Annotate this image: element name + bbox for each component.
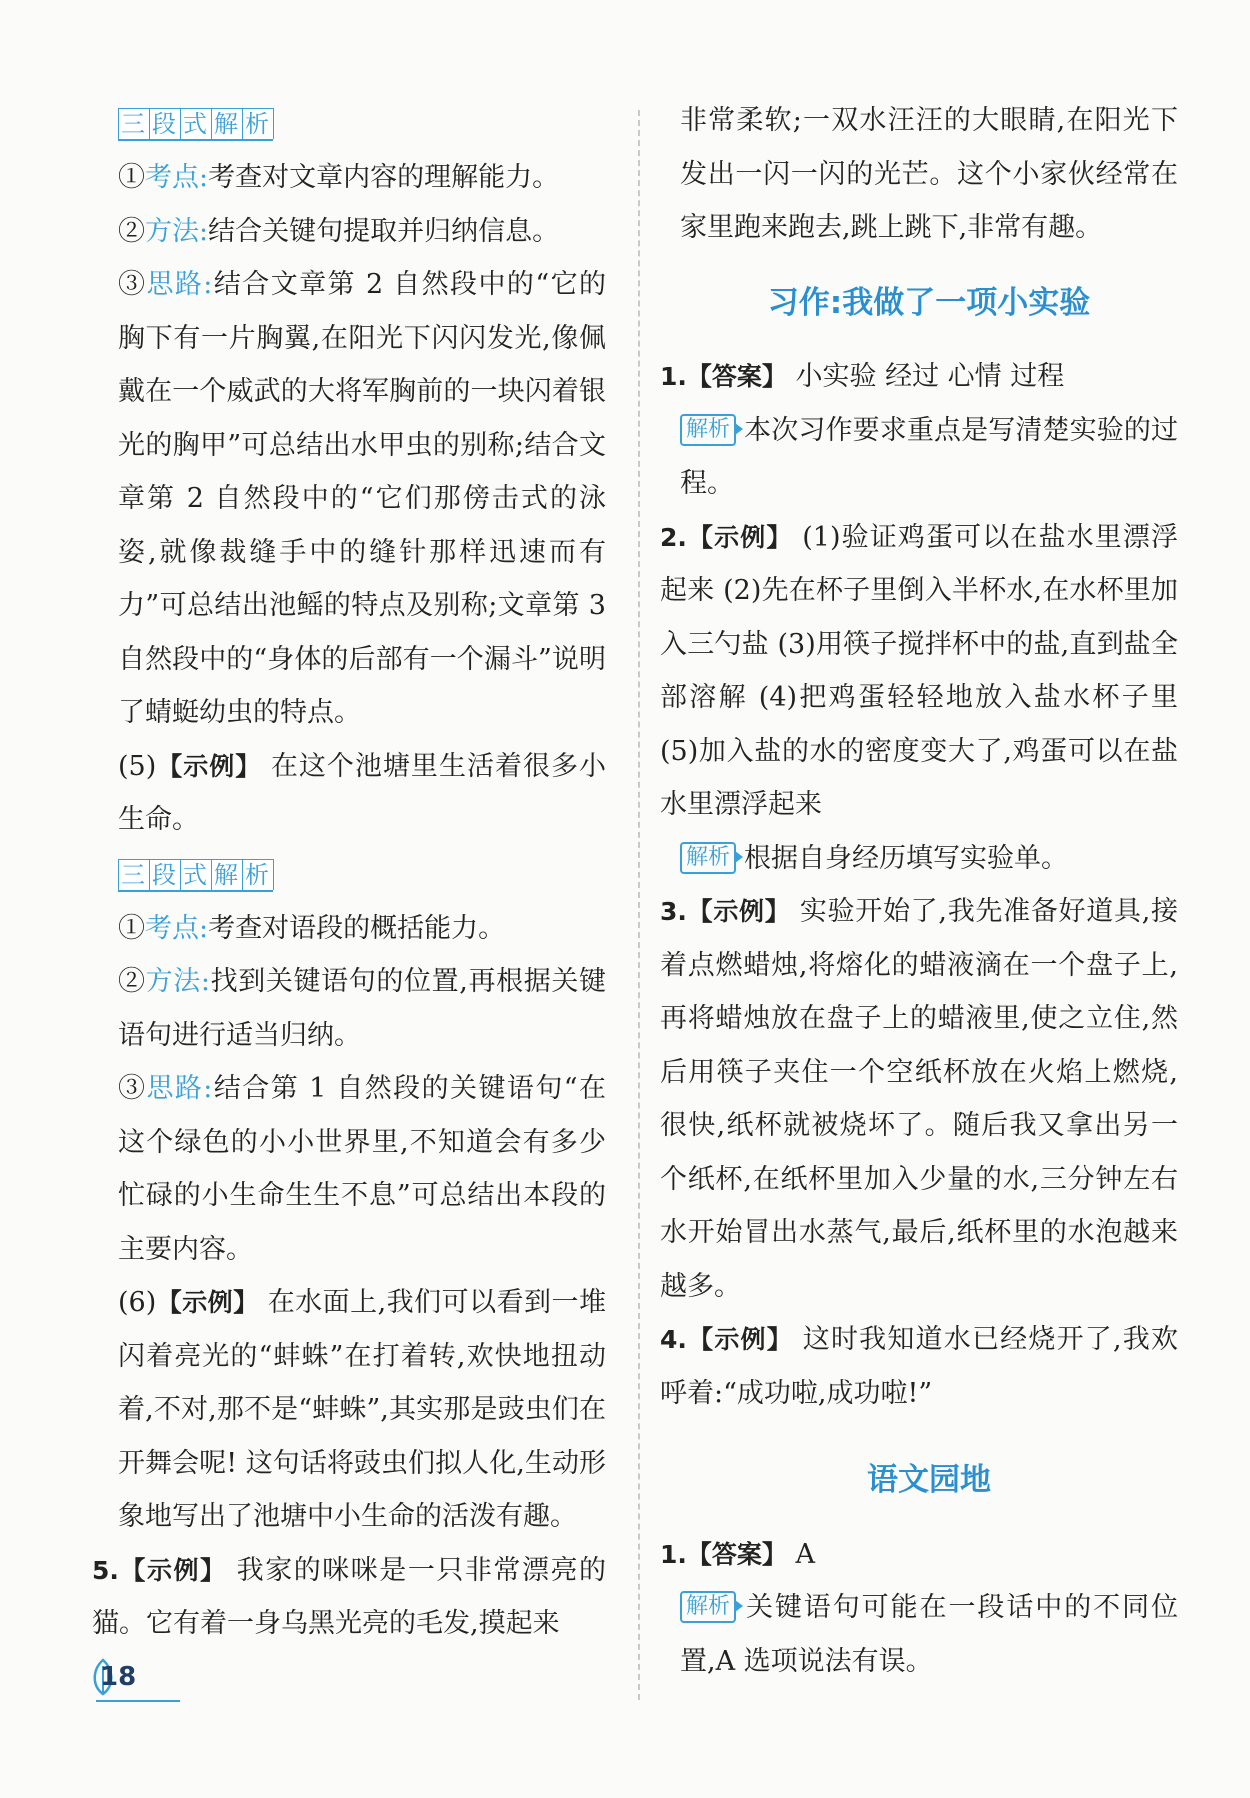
keyword-label: 方法: — [145, 215, 209, 247]
tag-char: 解 — [211, 108, 243, 139]
keyword-label: 考点: — [145, 912, 209, 944]
circled-number: ② — [118, 966, 146, 997]
example-flag: 【示例】 — [156, 751, 262, 781]
answer-text: 实验开始了,我先准备好道具,接着点燃蜡烛,将熔化的蜡液滴在一个盘子上,再将蜡烛放在盘子上的蜡液里,使之立住,然后用筷子夹住一个空纸杯放在火焰上燃烧,很快,纸杯就被烧坏了。随后我又拿出另一个纸杯,在纸杯里加入少量的水,三分钟左右水开始冒出水蒸气,最后,纸杯里的水泡越来越多。 — [660, 896, 1178, 1302]
continued-text: 非常柔软;一双水汪汪的大眼睛,在阳光下发出一闪一闪的光芒。这个小家伙经常在家里跑来跑去,跳上跳下,非常有趣。 — [680, 105, 1178, 243]
page-number: 18 — [100, 1662, 137, 1692]
question-5 — [92, 1544, 606, 1651]
analysis-text: 找到关键语句的位置,再根据关键语句进行适当归纳。 — [118, 966, 606, 1051]
tag-char: 三 — [118, 859, 150, 890]
analysis-text: 结合第 1 自然段的关键语句“在这个绿色的小小世界里,不知道会有多少忙碌的小生命生生不息”可总结出本段的主要内容。 — [118, 1073, 606, 1265]
answer-flag: 【答案】 — [686, 1539, 787, 1569]
explanation-label: 解析 — [680, 842, 736, 874]
circled-number: ② — [118, 215, 145, 247]
analysis-text: 考查对文章内容的理解能力。 — [208, 162, 560, 193]
column-divider — [638, 110, 640, 1700]
answer-text: 在这个池塘里生活着很多小生命。 — [118, 750, 606, 835]
answer-r4 — [660, 1313, 1178, 1420]
question-number: (5) — [118, 750, 157, 782]
tag-char: 式 — [180, 108, 212, 139]
circled-number: ③ — [118, 269, 147, 300]
three-step-analysis-tag — [118, 108, 273, 141]
tag-char: 段 — [149, 108, 181, 139]
keyword-label: 思路: — [146, 269, 213, 300]
analysis-text: 结合关键句提取并归纳信息。 — [208, 215, 560, 247]
example-flag: 【示例】 — [686, 522, 793, 552]
question-number: 1. — [660, 1539, 687, 1569]
answer-text: A — [795, 1538, 816, 1570]
answer-text: 在水面上,我们可以看到一堆闪着亮光的“蚌蛛”在打着转,欢快地扭动着,不对,那不是“蚌蛛”,其实那是豉虫们在开舞会呢! 这句话将豉虫们拟人化,生动形象地写出了池塘中小生命的活泼有趣。 — [118, 1287, 606, 1532]
section-title-writing: 习作:我做了一项小实验 — [767, 284, 1091, 321]
analysis-point — [118, 151, 606, 205]
answer-r2 — [660, 511, 1178, 832]
circled-number: ① — [118, 162, 145, 193]
question-number: 1. — [660, 362, 687, 391]
keyword-label: 方法: — [145, 966, 210, 997]
left-column — [92, 96, 606, 1651]
question-number: 2. — [660, 522, 687, 552]
right-column — [660, 94, 1178, 1688]
section-title-garden: 语文园地 — [867, 1462, 991, 1498]
question-number: 5. — [92, 1555, 119, 1585]
analysis-method — [118, 205, 606, 259]
example-flag: 【示例】 — [156, 1288, 259, 1317]
explanation-text: 本次习作要求重点是写清楚实验的过程。 — [680, 414, 1178, 499]
circled-number: ① — [118, 912, 145, 944]
tag-char: 解 — [211, 859, 243, 890]
answer-text: (1)验证鸡蛋可以在盐水里漂浮起来 (2)先在杯子里倒入半杯水,在水杯里加入三勺盐 (3)用筷子搅拌杯中的盐,直到盐全部溶解 (4)把鸡蛋轻轻地放入盐水杯子里 (5)加入盐的水的密度变大了,鸡蛋可以在盐水里漂浮起来 — [660, 521, 1178, 820]
keyword-label: 思路: — [146, 1073, 213, 1104]
tag-char: 析 — [242, 859, 274, 890]
answer-6 — [118, 1276, 606, 1544]
explanation-label: 解析 — [680, 414, 736, 446]
analysis-method — [118, 955, 606, 1062]
explanation-text: 根据自身经历填写实验单。 — [744, 842, 1069, 874]
analysis-thinking — [118, 258, 606, 740]
example-flag: 【示例】 — [118, 1555, 227, 1585]
answer-text: 这时我知道水已经烧开了,我欢呼着:“成功啦,成功啦!” — [660, 1324, 1178, 1409]
three-step-analysis-tag — [118, 859, 273, 892]
answer-r5 — [660, 1528, 1178, 1582]
analysis-text: 考查对语段的概括能力。 — [208, 912, 506, 944]
explanation-text: 关键语句可能在一段话中的不同位置,A 选项说法有误。 — [680, 1592, 1178, 1677]
question-number: (6) — [118, 1287, 157, 1318]
answer-r3 — [660, 885, 1178, 1313]
example-flag: 【示例】 — [686, 897, 791, 926]
answer-text: 小实验 经过 心情 过程 — [795, 361, 1065, 392]
question-number: 4. — [660, 1325, 687, 1354]
circled-number: ③ — [118, 1073, 147, 1104]
example-flag: 【示例】 — [686, 1325, 793, 1354]
tag-char: 三 — [118, 108, 150, 139]
tag-char: 式 — [180, 859, 212, 890]
page-number-underline — [96, 1700, 180, 1702]
tag-char: 段 — [149, 859, 181, 890]
answer-5 — [118, 740, 606, 847]
question-number: 3. — [660, 897, 687, 926]
answer-text: 我家的咪咪是一只非常漂亮的猫。它有着一身乌黑光亮的毛发,摸起来 — [92, 1554, 606, 1639]
tag-char: 析 — [242, 108, 274, 139]
answer-flag: 【答案】 — [686, 362, 787, 391]
explanation-r2 — [680, 832, 1178, 886]
keyword-label: 考点: — [145, 162, 209, 193]
analysis-text: 结合文章第 2 自然段中的“它的胸下有一片胸翼,在阳光下闪闪发光,像佩戴在一个威武的大将军胸前的一块闪着银光的胸甲”可总结出水甲虫的别称;结合文章第 2 自然段中的“它们那傍击式的泳姿,就像裁缝手中的缝针那样迅速而有力”可总结出池鳐的特点及别称;文章第 3 自然段中的“身体的后部有一个漏斗”说明了蜻蜓幼虫的特点。 — [118, 269, 606, 728]
explanation-r1 — [680, 404, 1178, 511]
explanation-label: 解析 — [680, 1591, 736, 1623]
analysis-point — [118, 902, 606, 956]
answer-r1 — [660, 350, 1178, 404]
explanation-r5 — [680, 1581, 1178, 1688]
analysis-thinking — [118, 1062, 606, 1276]
